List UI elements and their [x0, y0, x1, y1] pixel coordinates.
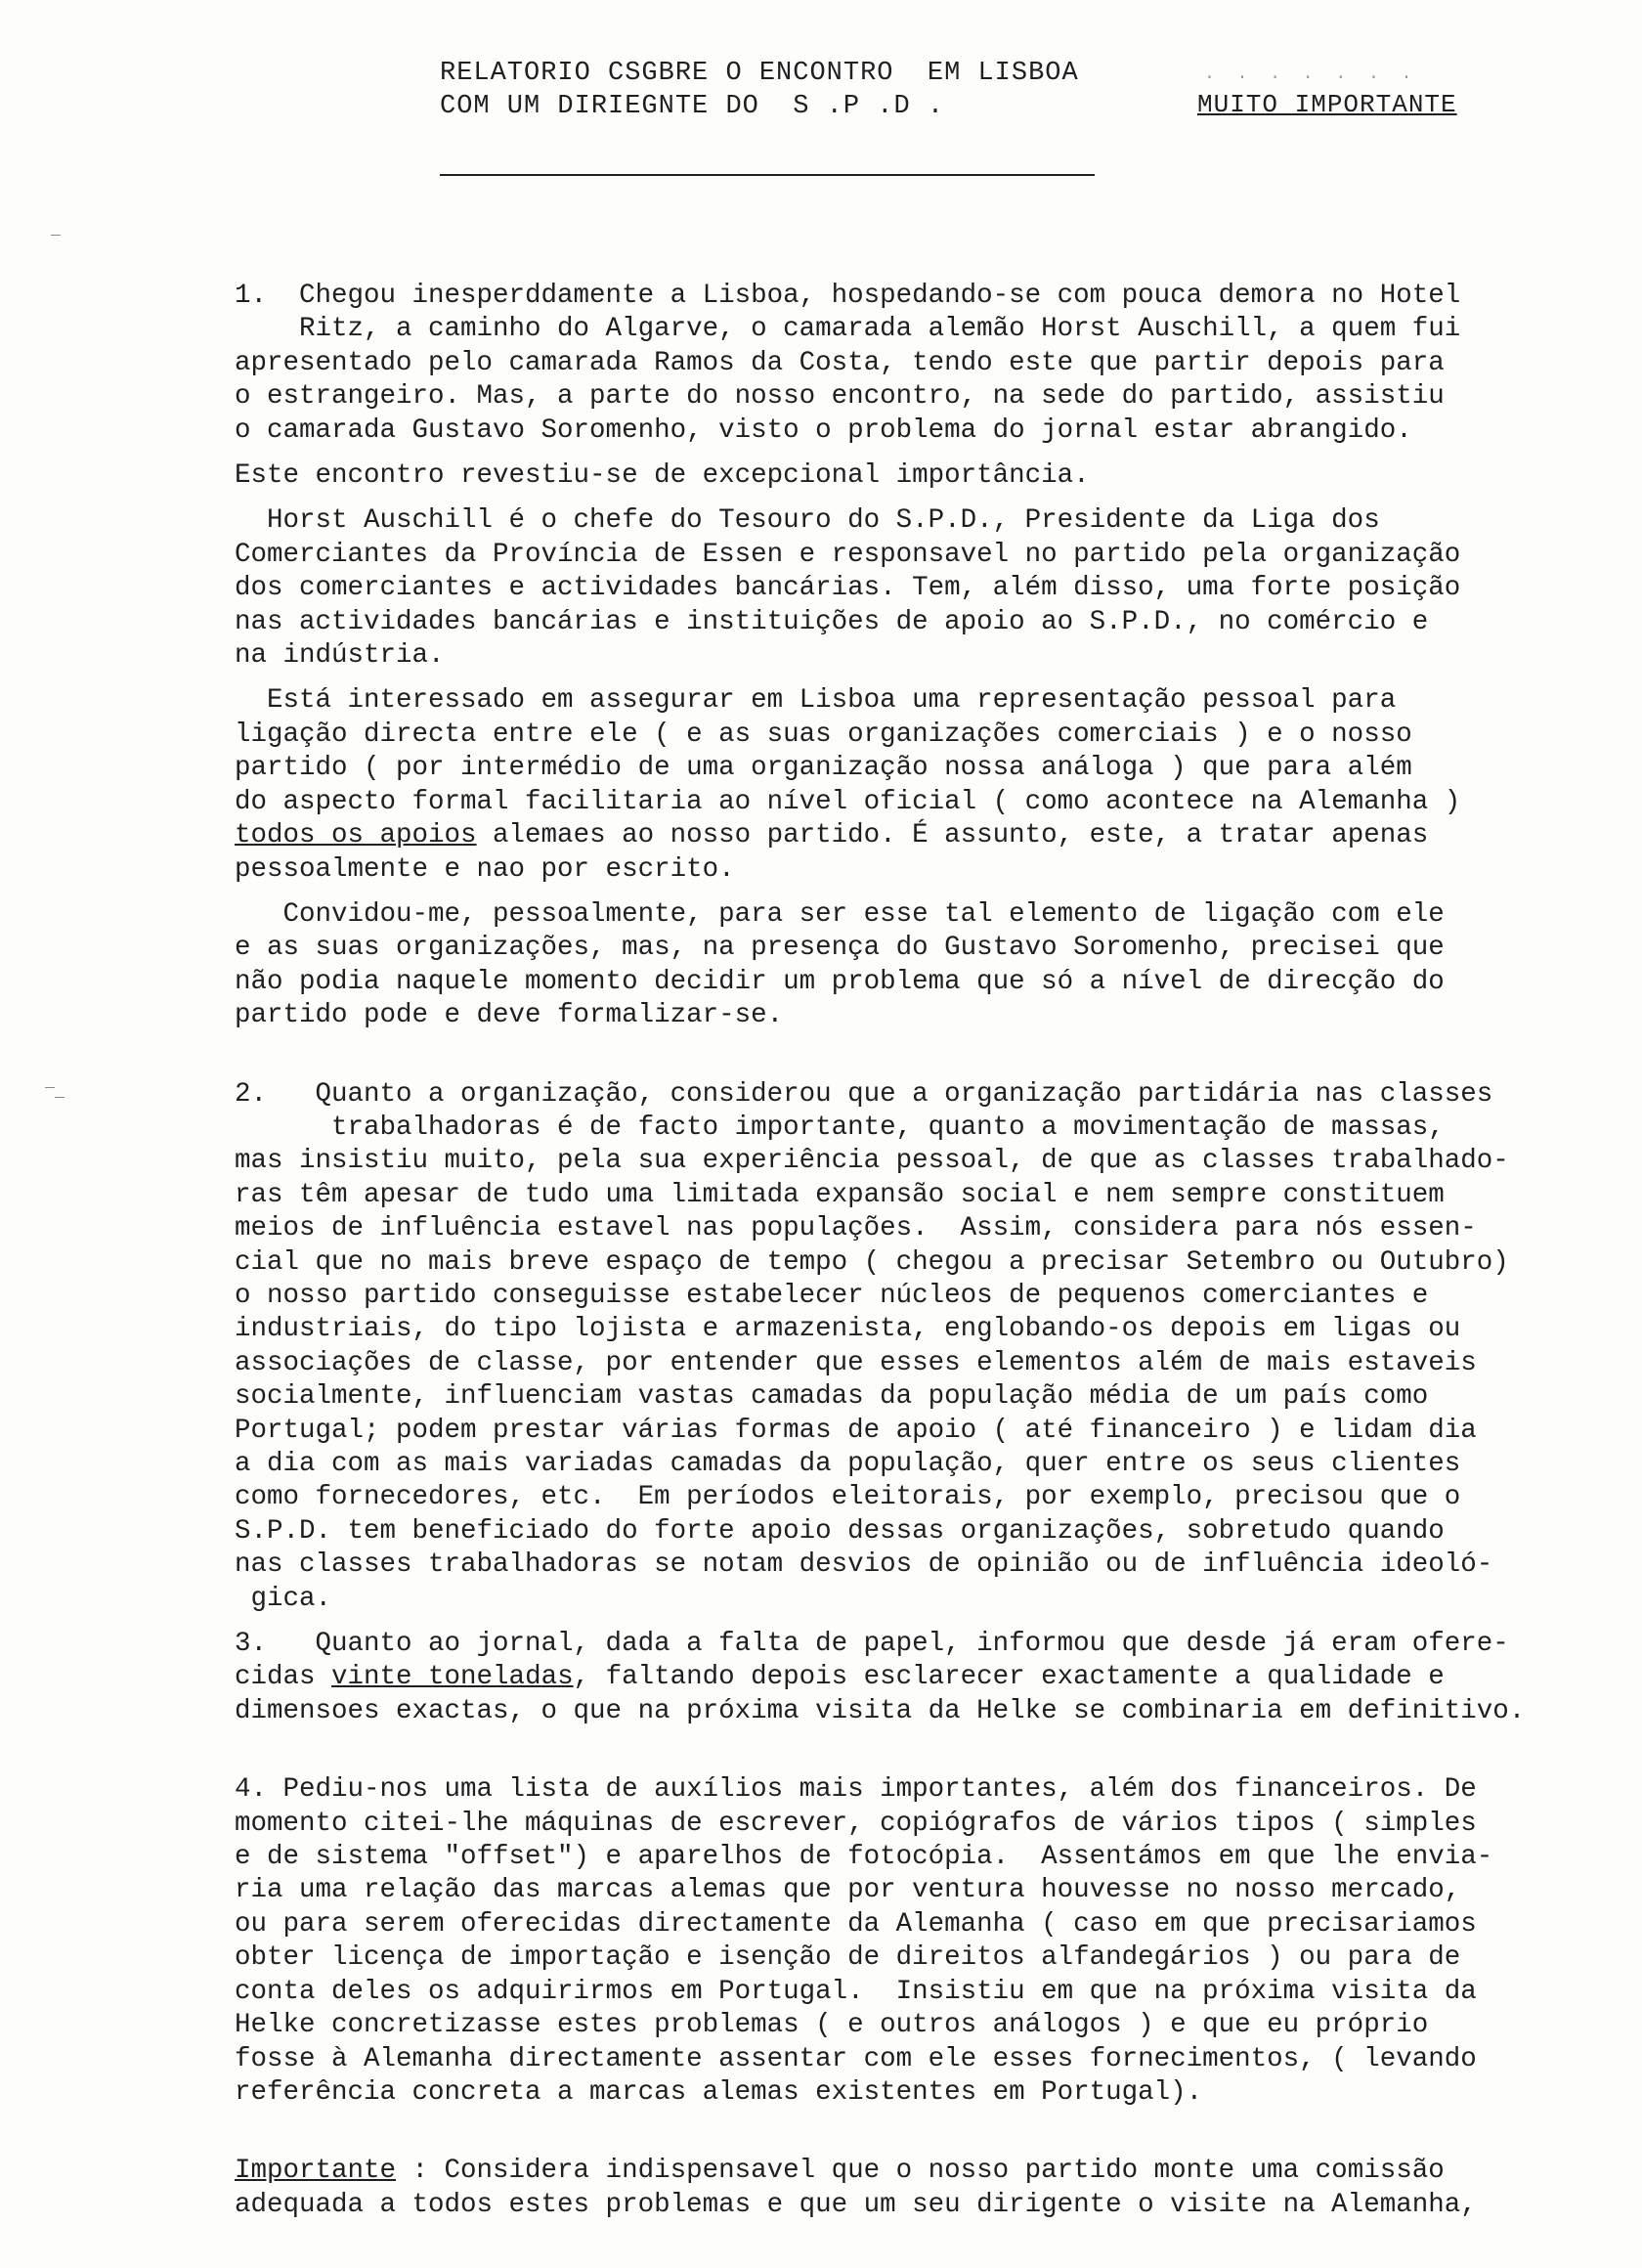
text-line: não podia naquele momento decidir um problema que só a nível de direcção do [235, 966, 1445, 997]
margin-mark [45, 1087, 55, 1088]
text-line: dimensoes exactas, o que na próxima visita da Helke se combinaria em definitivo. [235, 1695, 1526, 1726]
paragraph-3 [235, 504, 1603, 673]
text-line: fosse à Alemanha directamente assentar com ele esses fornecimentos, ( levando [235, 2043, 1477, 2074]
text-line: trabalhadoras é de facto importante, quanto a movimentação de massas, [235, 1112, 1445, 1143]
text-line: ras têm apesar de tudo uma limitada expansão social e nem sempre constituem [235, 1179, 1445, 1210]
text-line: Convidou-me, pessoalmente, para ser esse tal elemento de ligação com ele [235, 898, 1445, 930]
text-line: associações de classe, por entender que esses elementos além de mais estaveis [235, 1347, 1477, 1378]
text-line: Está interessado em assegurar em Lisboa uma representação pessoal para [235, 685, 1397, 717]
text-line: do aspecto formal facilitaria ao nível oficial ( como acontece na Alemanha ) [235, 786, 1461, 817]
header-divider [440, 174, 1095, 176]
text-line: 3. Quanto ao jornal, dada a falta de papel, informou que desde já eram ofere- [235, 1629, 1509, 1660]
text-line: ria uma relação das marcas alemas que por ventura houvesse no nosso mercado, [235, 1875, 1461, 1906]
text-line: adequada a todos estes problemas e que um seu dirigente o visite na Alemanha, [235, 2189, 1477, 2220]
underlined-text: todos os apoios [235, 820, 477, 851]
text-line: 2. Quanto a organização, considerou que a organização partidária nas classes [235, 1078, 1493, 1110]
text-line: pessoalmente e nao por escrito. [235, 853, 735, 885]
paragraph-2 [235, 459, 1603, 493]
text-line: meios de influência estavel nas populações. Assim, considera para nós essen- [235, 1213, 1477, 1244]
text-line: 1. Chegou inesperddamente a Lisboa, hospedando-se com pouca demora no Hotel [235, 281, 1461, 311]
classification-label: MUITO IMPORTANTE [1197, 90, 1457, 119]
text-line: na indústria. [235, 640, 445, 672]
classification-dots: . . . . . . . [1204, 65, 1418, 84]
text-line: e as suas organizações, mas, na presença do Gustavo Soromenho, precisei que [235, 933, 1445, 964]
text-line: Comerciantes da Província de Essen e responsavel no partido pela organização [235, 539, 1461, 570]
text-line: cidas vinte toneladas, faltando depois esclarecer exactamente a qualidade e [235, 1662, 1445, 1693]
paragraph-6 [235, 1078, 1603, 1617]
text-line: Horst Auschill é o chefe do Tesouro do S.P.D., Presidente da Liga dos [235, 505, 1380, 537]
header-title-line-1: RELATORIO CSGBRE O ENCONTRO EM LISBOA [440, 59, 1079, 88]
text-line: partido ( por intermédio de uma organização nossa análoga ) que para além [235, 753, 1412, 784]
text-line: ligação directa entre ele ( e as suas organizações comerciais ) e o nosso [235, 719, 1412, 750]
text-line: S.P.D. tem beneficiado do forte apoio dessas organizações, sobretudo quando [235, 1515, 1445, 1547]
text-line: Este encontro revestiu-se de excepcional importância. [235, 460, 1090, 492]
text-line: 4. Pediu-nos uma lista de auxílios mais importantes, além dos financeiros. De [235, 1774, 1477, 1806]
text-line: cial que no mais breve espaço de tempo ( chegou a precisar Setembro ou Outubro) [235, 1246, 1509, 1278]
text-line: mas insistiu muito, pela sua experiência pessoal, de que as classes trabalhado- [235, 1146, 1509, 1177]
paragraph-1 [235, 280, 1603, 448]
text-line: o nosso partido conseguisse estabelecer núcleos de pequenos comerciantes e [235, 1280, 1429, 1311]
paragraph-5 [235, 898, 1603, 1033]
text-line: nas actividades bancárias e instituições de apoio ao S.P.D., no comércio e [235, 606, 1429, 637]
text-line: partido pode e deve formalizar-se. [235, 1000, 784, 1031]
text-line: industriais, do tipo lojista e armazenista, englobando-os depois em ligas ou [235, 1314, 1461, 1345]
report-body [235, 280, 1603, 2234]
text-line: dos comerciantes e actividades bancárias. Tem, além disso, uma forte posição [235, 573, 1461, 604]
paragraph-9 [235, 2155, 1603, 2222]
paragraph-8 [235, 1773, 1603, 2110]
text-line: o camarada Gustavo Soromenho, visto o problema do jornal estar abrangido. [235, 414, 1412, 446]
text-line: nas classes trabalhadoras se notam desvios de opinião ou de influência ideoló- [235, 1549, 1493, 1581]
text-line: referência concreta a marcas alemas existentes em Portugal). [235, 2076, 1203, 2108]
text-line: conta deles os adquirirmos em Portugal. Insistiu em que na próxima visita da [235, 1976, 1477, 2007]
text-line: Portugal; podem prestar várias formas de apoio ( até financeiro ) e lidam dia [235, 1415, 1477, 1446]
text-line: como fornecedores, etc. Em períodos eleitorais, por exemplo, precisou que o [235, 1482, 1461, 1513]
margin-mark [51, 235, 61, 236]
paragraph-4 [235, 684, 1603, 886]
text-line: o estrangeiro. Mas, a parte do nosso encontro, na sede do partido, assistiu [235, 381, 1445, 413]
text-line: todos os apoios alemaes ao nosso partido. É assunto, este, a tratar apenas [235, 820, 1429, 851]
text-line: obter licença de importação e isenção de direitos alfandegários ) ou para de [235, 1942, 1461, 1974]
underlined-text: Importante [235, 2156, 397, 2187]
margin-mark [55, 1097, 65, 1098]
text-line: e de sistema "offset") e aparelhos de fotocópia. Assentámos em que lhe envia- [235, 1842, 1493, 1873]
text-line: momento citei-lhe máquinas de escrever, copiógrafos de vários tipos ( simples [235, 1808, 1477, 1839]
text-line: Helke concretizasse estes problemas ( e outros análogos ) e que eu próprio [235, 2010, 1429, 2041]
text-line: socialmente, influenciam vastas camadas da população média de um país como [235, 1381, 1429, 1413]
header-title-line-2: COM UM DIRIEGNTE DO S .P .D . [440, 92, 945, 121]
text-line: gica. [235, 1583, 332, 1614]
underlined-text: vinte toneladas [331, 1662, 574, 1693]
text-line: ou para serem oferecidas directamente da Alemanha ( caso em que precisariamos [235, 1908, 1477, 1940]
text-line: apresentado pelo camarada Ramos da Costa, tendo este que partir depois para [235, 347, 1445, 378]
paragraph-7 [235, 1628, 1603, 1728]
report-header [440, 57, 1079, 123]
text-line: Importante : Considera indispensavel que o nosso partido monte uma comissão [235, 2156, 1445, 2187]
text-line: Ritz, a caminho do Algarve, o camarada alemão Horst Auschill, a quem fui [235, 314, 1461, 345]
text-line: a dia com as mais variadas camadas da população, quer entre os seus clientes [235, 1449, 1461, 1479]
